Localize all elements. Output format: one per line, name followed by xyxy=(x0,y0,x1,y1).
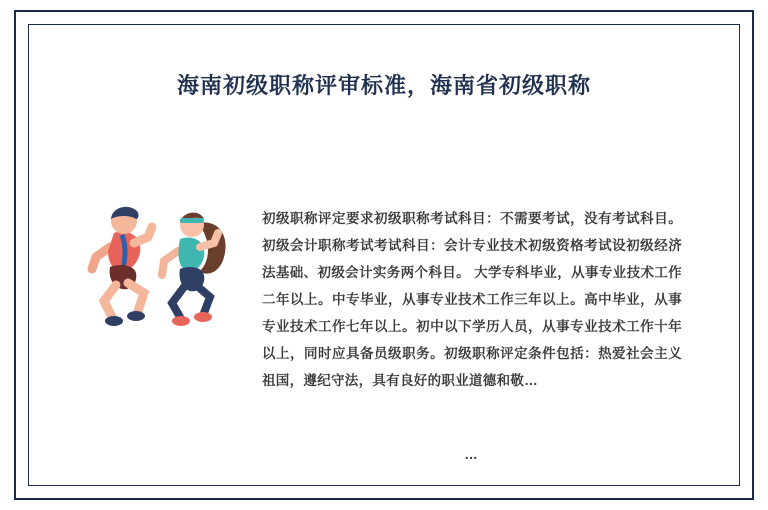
article-body: 初级职称评定要求初级职称考试科目：不需要考试，没有考试科目。 初级会计职称考试考试科目：会计专业技术初级资格考试设初级经济法基础、初级会计实务两个科目。 大学专科毕业，从事专业技术工作二年以上。中专毕业，从事专业技术工作三年以上。高中毕业，从事专业技术工作七年以上。初中以下学历人员，从事专业技术工作十年以上，同时应具备员级职务。初级职称评定条件包括：热爱社会主义祖国，遵纪守法，具有良好的职业道德和敬… xyxy=(262,211,682,388)
article-body-ellipsis: … xyxy=(464,447,480,462)
running-couple-illustration xyxy=(52,185,252,345)
page-title: 海南初级职称评审标准，海南省初级职称 xyxy=(176,73,591,98)
